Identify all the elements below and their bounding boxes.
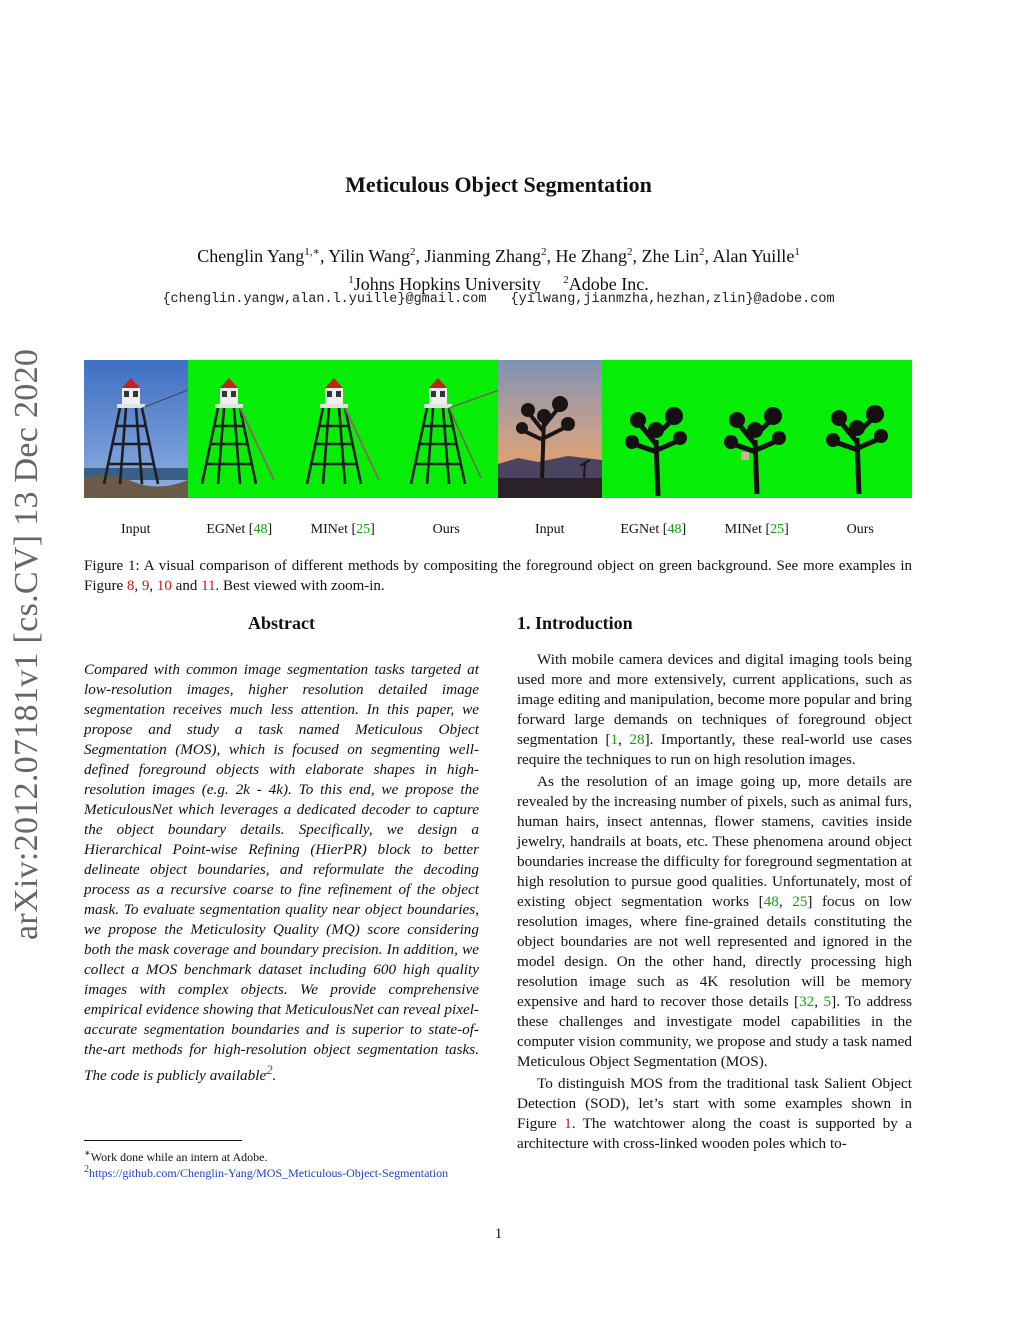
- panel-label: Ours: [432, 522, 460, 537]
- panel-label: EGNet [48]: [620, 522, 687, 537]
- figure-ref-link[interactable]: 1: [564, 1115, 572, 1132]
- citation-link[interactable]: 1: [610, 731, 619, 748]
- author-block: [0, 240, 997, 296]
- citation-link[interactable]: 28: [629, 731, 645, 748]
- panel-label: MINet [25]: [724, 522, 789, 537]
- affiliation-list: $^1$Johns Hopkins University $^2$Adobe Inc.: [348, 274, 649, 294]
- paragraph: With mobile camera devices and digital imaging tools being used more and more extensively, current applications, such as image editing and manipulation, become more popular and bring forward large demands on techniques of foreground object segmentation [1, 28]. Importantly, these real-world use cases require the techniques to run on high resolution images.: [517, 651, 912, 768]
- paper-title: Meticulous Object Segmentation: [345, 172, 652, 197]
- citation-link[interactable]: 48: [253, 522, 268, 537]
- panel-label: Input: [120, 522, 151, 537]
- citation-link[interactable]: 25: [356, 522, 371, 537]
- figure-ref-link[interactable]: 8: [126, 578, 135, 594]
- author-name: Alan Yuille: [712, 246, 795, 266]
- email-group: {yilwang,jianmzha,hezhan,zlin}@adobe.com: [510, 292, 835, 307]
- footnote-1: ∗Work done while an intern at Adobe.: [84, 1148, 268, 1164]
- author-name: He Zhang: [555, 246, 627, 266]
- footnote-divider: [84, 1140, 242, 1141]
- author-name: Yilin Wang: [328, 246, 411, 266]
- footnote-2-link[interactable]: $^2$https://github.com/Chenglin-Yang/MOS_Meticulous-Object-Segmentation: [84, 1164, 449, 1180]
- abstract-heading: Abstract: [248, 613, 315, 633]
- affiliation: Adobe Inc.: [568, 274, 649, 294]
- author-name: Chenglin Yang: [197, 246, 305, 266]
- paragraph: As the resolution of an image going up, more details are revealed by the increasing number of pixels, such as animal furs, human hairs, insect antennas, flower stamens, cavities inside jewelry, handrails at boats, etc. These phenomena around object boundaries increase the difficulty for foreground segmentation at high resolution to pursue good qualities. Unfortunately, most of existing object segmentation works [48, 25] focus on low resolution images, where fine-grained details constituting the object boundaries are not well represented and ignored in the model design. On the other hand, directly processing high resolution image such as 4K resolution will be memory expensive and hard to recover those details [32, 5]. To address these challenges and investigate model capabilities in the computer vision community, we propose and study a task named Meticulous Object Segmentation (MOS).: [517, 773, 913, 1070]
- figure-ref-link[interactable]: 9: [141, 578, 150, 594]
- email-block: [0, 292, 997, 307]
- author-list: Chenglin Yang$^{1,∗}$, Yilin Wang$^2$, Jianming Zhang$^2$, He Zhang$^2$, Zhe Lin$^2$, Alan Yuille$^1$: [197, 246, 800, 266]
- figure-panel-labels: [84, 522, 912, 542]
- citation-link[interactable]: 25: [792, 893, 808, 910]
- lighthouse-ours-result: [395, 360, 499, 498]
- citation-link[interactable]: 25: [770, 522, 785, 537]
- author-name: Jianming Zhang: [424, 246, 541, 266]
- figure-1-images: [84, 360, 912, 498]
- figure-1-caption: Figure 1: A visual comparison of different methods by compositing the foreground object on green background. See more examples in Figure 8, 9, 10 and 11. Best viewed with zoom-in.: [84, 558, 912, 594]
- citation-link[interactable]: 48: [763, 893, 779, 910]
- figure-ref-link[interactable]: 11: [201, 578, 216, 594]
- page-number: 1: [494, 1226, 503, 1242]
- arxiv-identifier: arXiv:2012.07181v1 [cs.CV] 13 Dec 2020: [8, 348, 45, 940]
- panel-label: MINet [25]: [310, 522, 375, 537]
- panel-label: EGNet [48]: [206, 522, 273, 537]
- tree-ours-result: [809, 360, 913, 498]
- tree-minet-result: [705, 360, 809, 498]
- email-group: {chenglin.yangw,alan.l.yuille}@gmail.com: [162, 292, 487, 307]
- footnote-ref-link[interactable]: 2: [266, 1063, 273, 1077]
- citation-link[interactable]: 5: [823, 993, 832, 1010]
- figure-ref-link[interactable]: 10: [156, 578, 172, 594]
- lighthouse-egnet-result: [188, 360, 292, 498]
- tree-egnet-result: [602, 360, 706, 498]
- affiliation: Johns Hopkins University: [353, 274, 541, 294]
- paragraph: To distinguish MOS from the traditional task Salient Object Detection (SOD), let’s start with some examples shown in Figure 1. The watchtower along the coast is supported by a architecture with cross-linked wooden poles which to-: [517, 1075, 913, 1152]
- panel-label: Input: [534, 522, 565, 537]
- author-name: Zhe Lin: [641, 246, 699, 266]
- abstract-body: Compared with common image segmentation tasks targeted at low-resolution images, higher resolution detailed image segmentation receives much less attention. In this paper, we propose and study a task named Meticulous Object Segmentation (MOS), which is focused on segmenting well-defined foreground objects with elaborate shapes in high-resolution images (e.g. 2k - 4k). To this end, we propose the MeticulousNet which leverages a dedicated decoder to capture the object boundary details. Specifically, we design a Hierarchical Point-wise Refining (HierPR) block to better delineate object boundaries, and reformulate the decoding process as a recursive coarse to fine refinement of the object mask. To evaluate segmentation quality near object boundaries, we propose the Meticulosity Quality (MQ) score considering both the mask coverage and boundary precision. In addition, we collect a MOS benchmark dataset including 600 high quality images with complex objects. We provide comprehensive empirical evidence showing that MeticulousNet can reveal pixel-accurate segmentation boundaries and is superior to state-of-the-art methods for high-resolution object segmentation tasks. The code is publicly available$^2$.: [84, 661, 479, 1085]
- citation-link[interactable]: 32: [799, 993, 815, 1010]
- lighthouse-input-image: [84, 360, 188, 498]
- tree-input-image: [498, 360, 602, 498]
- citation-link[interactable]: 48: [667, 522, 682, 537]
- lighthouse-minet-result: [291, 360, 395, 498]
- panel-label: Ours: [846, 522, 874, 537]
- introduction-heading: 1. Introduction: [517, 613, 633, 633]
- introduction-body: [517, 650, 912, 1156]
